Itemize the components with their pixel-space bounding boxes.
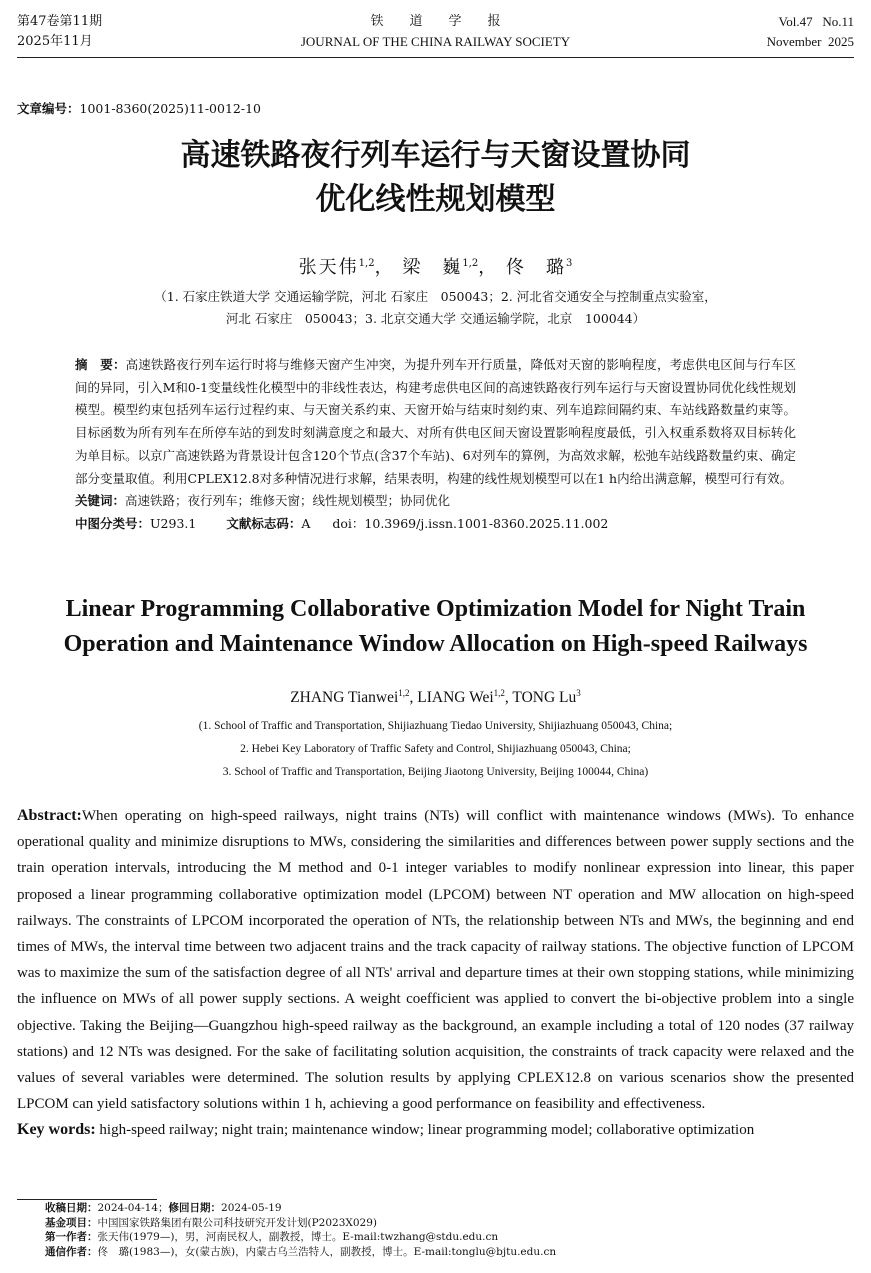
footnote-first-author <box>45 1230 556 1245</box>
footnote-dates <box>45 1201 556 1216</box>
author-en-3-aff: 3 <box>576 688 581 698</box>
first-author-label: 第一作者： <box>45 1231 98 1243</box>
fund-label: 基金项目： <box>45 1216 98 1229</box>
header-divider <box>17 57 854 58</box>
article-number <box>17 99 261 117</box>
author-sep: , <box>409 689 418 707</box>
title-en-line1: Linear Programming Collaborative Optimization Model for Night Train <box>65 596 806 622</box>
footnote-corresponding-author <box>45 1245 556 1260</box>
abstract-en-text: When operating on high-speed railways, night trains (NTs) will conflict with maintenance windows (MWs). To enhance operational quality and minimize disruptions to MWs, considering the similarities and differences between power supply sections and the train operation intervals, introducing the M method and 0-1 integer variables to modify nonlinear expression into linear, this paper proposed a linear programming collaborative optimization model (LPCOM) between NT operation and MW allocation on high-speed railways. The constraints of LPCOM incorporated the operation of NTs, the relationship between NTs and MWs, the beginning and end times of MWs, the interval time between two adjacent trains and the track capacity of railway stations. The objective function of LPCOM was to maximize the sum of the satisfaction degree of all NTs' arrival and departure times at their own stopping stations, while minimizing the influence on MWs of all power supply sections. A weight coefficient was applied to convert the bi-objective problem into a single objective. Taking the Beijing—Guangzhou high-speed railway as the background, an example including a total of 120 nodes (37 railway stations) and 12 NTs was designed. For the sake of facilitating solution acquisition, the constraints of track capacity were relaxed and the values of several variables were determined. The solution results by applying CPLEX12.8 on various scenarios show the presented LPCOM can yield satisfactory solutions within 1 h, achieving a good performance on feasibility and effectiveness. <box>17 808 854 1113</box>
title-en <box>0 592 871 662</box>
footnote <box>45 1201 556 1259</box>
journal-volume-cn: 第47卷第11期 <box>17 14 103 29</box>
author-cn-1: 张天伟 <box>298 257 359 278</box>
title-cn-line2: 优化线性规划模型 <box>315 182 556 217</box>
authors-cn <box>0 253 871 279</box>
affiliation-en-line2: 2. Hebei Key Laboratory of Traffic Safety and Control, Shijiazhuang 050043, China; <box>240 743 631 755</box>
keywords-en <box>17 1117 854 1143</box>
author-cn-3: 佟 璐 <box>505 257 566 278</box>
header-right <box>767 12 854 52</box>
footnote-divider <box>17 1199 157 1200</box>
corresponding-author-text: 佟 璐(1983—)，女(蒙古族)，内蒙古乌兰浩特人，副教授，博士。E-mail:tonglu@bjtu.edu.cn <box>97 1245 557 1258</box>
author-sep: ， <box>374 257 395 278</box>
title-cn-line1: 高速铁路夜行列车运行与天窗设置协同 <box>180 138 691 173</box>
title-cn <box>0 134 871 222</box>
abstract-cn-text: 高速铁路夜行列车运行时将与维修天窗产生冲突，为提升列车开行质量，降低对天窗的影响程度，考虑供电区间与行车区间的异同，引入M和0-1变量线性化模型中的非线性表达，构建考虑供电区间的高速铁路夜行列车运行与天窗设置协同优化线性规划模型。模型约束包括列车运行过程约束、与天窗关系约束、天窗开始与结束时刻约束、列车追踪间隔约束、车站线路数量约束等。目标函数为所有列车在所停车站的到发时刻满意度之和最大、对所有供电区间天窗设置影响程度最低，引入权重系数将双目标转化为单目标。以京广高速铁路为背景设计包含120个节点(含37个车站)、6对列车的算例，为高效求解，松弛车站线路数量约束、确定部分变量取值。利用CPLEX12.8对多种情况进行求解，结果表明，构建的线性规划模型可以在1 h内给出满意解，模型可行有效。 <box>75 357 796 486</box>
doc-code-label: 文献标志码： <box>226 515 302 531</box>
fund-text: 中国国家铁路集团有限公司科技研究开发计划(P2023X029) <box>97 1216 377 1229</box>
journal-volume-en: Vol.47 No.11 <box>778 14 854 29</box>
affiliations-en <box>0 715 871 784</box>
abstract-en-paragraph <box>17 803 854 1117</box>
corresponding-author-label: 通信作者： <box>45 1245 98 1258</box>
affiliation-cn-line1: （1. 石家庄铁道大学 交通运输学院，河北 石家庄 050043；2. 河北省交通安全与控制重点实验室， <box>154 289 717 304</box>
clc-value: U293.1 <box>150 515 197 531</box>
keywords-cn-label: 关键词： <box>75 493 126 509</box>
authors-en <box>0 688 871 707</box>
author-sep: ， <box>478 257 499 278</box>
journal-name-cn: 铁道学报 <box>370 14 527 29</box>
article-number-value: 1001-8360(2025)11-0012-10 <box>79 101 261 116</box>
journal-date-en: November 2025 <box>766 34 854 49</box>
author-cn-1-aff: 1,2 <box>358 258 375 269</box>
journal-name-en: JOURNAL OF THE CHINA RAILWAY SOCIETY <box>300 34 571 49</box>
author-cn-2-aff: 1,2 <box>462 258 479 269</box>
author-cn-2: 梁 巍 <box>402 257 463 278</box>
article-number-label: 文章编号： <box>17 101 80 116</box>
author-en-1-aff: 1,2 <box>398 688 410 698</box>
clc-label: 中图分类号： <box>75 515 151 531</box>
affiliations-cn <box>60 286 811 330</box>
affiliation-en-line1: (1. School of Traffic and Transportation, Shijiazhuang Tiedao University, Shijiazhuang 050043, China; <box>198 720 673 732</box>
received-date: 2024-04-14； <box>97 1202 169 1214</box>
affiliation-cn-line2: 河北 石家庄 050043；3. 北京交通大学 交通运输学院，北京 100044） <box>225 311 646 326</box>
received-label: 收稿日期： <box>45 1202 98 1214</box>
doc-code-value: A <box>301 515 311 531</box>
keywords-en-label: Key words: <box>17 1121 96 1139</box>
author-cn-3-aff: 3 <box>565 258 573 269</box>
abstract-cn-paragraph <box>75 354 796 490</box>
author-en-3: TONG Lu <box>512 689 577 707</box>
revised-date: 2024-05-19 <box>221 1202 282 1214</box>
abstract-en-label: Abstract: <box>17 807 82 824</box>
first-author-text: 张天伟(1979—)，男，河南民权人，副教授，博士。E-mail:twzhang@stdu.edu.cn <box>97 1231 499 1243</box>
classification-line <box>75 513 796 536</box>
keywords-cn <box>75 490 796 513</box>
author-sep: , <box>504 689 513 707</box>
title-en-line2: Operation and Maintenance Window Allocation on High-speed Railways <box>63 631 808 657</box>
keywords-cn-text: 高速铁路；夜行列车；维修天窗；线性规划模型；协同优化 <box>125 493 451 509</box>
abstract-en <box>17 803 854 1144</box>
doi: doi：10.3969/j.issn.1001-8360.2025.11.002 <box>332 515 609 531</box>
abstract-cn-label: 摘 要： <box>75 357 126 372</box>
keywords-en-text: high-speed railway; night train; maintenance window; linear programming model; collaborative optimization <box>99 1122 755 1139</box>
affiliation-en-line3: 3. School of Traffic and Transportation, Beijing Jiaotong University, Beijing 100044, China) <box>222 766 649 778</box>
header-center <box>0 12 871 52</box>
footnote-fund <box>45 1216 556 1231</box>
revised-label: 修回日期： <box>168 1202 222 1214</box>
author-en-1: ZHANG Tianwei <box>290 689 399 707</box>
journal-date-cn: 2025年11月 <box>17 34 93 49</box>
author-en-2-aff: 1,2 <box>493 688 505 698</box>
abstract-cn <box>75 354 796 536</box>
author-en-2: LIANG Wei <box>417 689 494 707</box>
